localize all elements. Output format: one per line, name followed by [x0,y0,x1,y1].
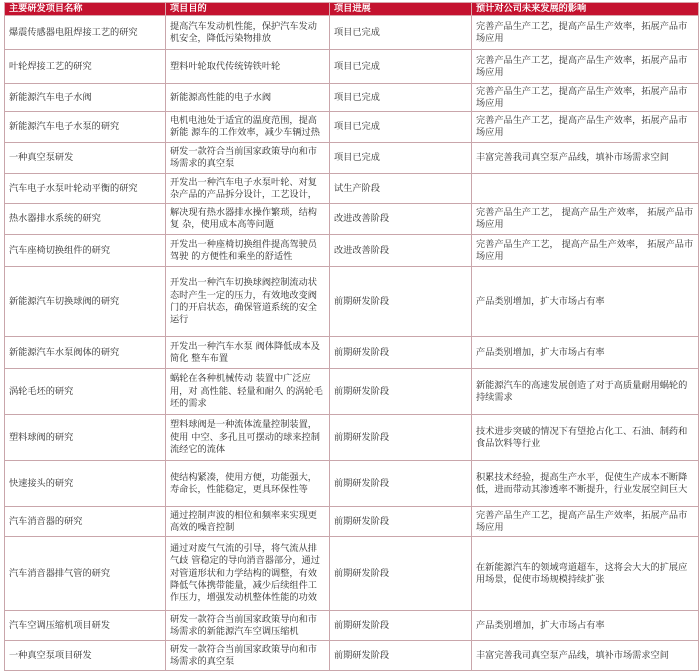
project-impact: 丰富完善我司真空泵产品线，填补市场需求空间 [472,143,699,174]
header-project-purpose: 项目目的 [166,3,330,16]
project-name: 新能源汽车电子水泵的研究 [5,112,166,143]
project-progress: 项目已完成 [330,16,472,50]
table-row [5,112,699,143]
project-impact: 产品类别增加，扩大市场占有率 [472,337,699,369]
project-purpose: 研发一款符合当前国家政策导向和市场需求的新能源汽车空调压缩机 [166,611,330,641]
project-impact: 完善产品生产工艺，提高产品生产效率，拓展产品市场应用 [472,16,699,50]
table-row [5,174,699,204]
table-row [5,50,699,84]
project-impact: 产品类别增加，扩大市场占有率 [472,611,699,641]
project-name: 汽车空调压缩机项目研发 [5,611,166,641]
project-progress: 前期研发阶段 [330,507,472,537]
table-row [5,537,699,611]
project-purpose: 研发一款符合当前国家政策导向和市场需求的真空泵 [166,641,330,671]
project-progress: 项目已完成 [330,50,472,84]
project-progress: 前期研发阶段 [330,641,472,671]
project-name: 一种真空泵研发 [5,143,166,174]
project-impact [472,174,699,204]
project-impact: 积累技术经验，提高生产水平，促使生产成本不断降低，进而带动其渗透率不断提升，行业发展空间巨大 [472,461,699,507]
table-header-row [5,3,699,16]
project-impact: 完善产品生产工艺，提高产品生产效率，拓展产品市场应用 [472,50,699,84]
project-name: 新能源汽车水泵阀体的研究 [5,337,166,369]
project-purpose: 蜗轮在各种机械传动 装置中广泛应用，对 高性能、轻量和耐久 的涡轮毛坯的需求 [166,369,330,415]
table-row [5,16,699,50]
project-progress: 前期研发阶段 [330,267,472,337]
header-future-impact: 预计对公司未来发展的影响 [472,3,699,16]
project-impact: 完善产品生产工艺，提高产品生产效率，拓展产品市场应用 [472,507,699,537]
table-row [5,84,699,112]
table-row [5,611,699,641]
project-purpose: 使结构紧凑，使用方便，功能强大，寿命长，性能稳定，更具环保性等 [166,461,330,507]
project-impact: 新能源汽车的高速发展创造了对于高质量耐用蜗轮的持续需求 [472,369,699,415]
project-purpose: 新能源高性能的电子水阀 [166,84,330,112]
project-progress: 前期研发阶段 [330,461,472,507]
project-impact: 产品类别增加，扩大市场占有率 [472,267,699,337]
project-progress: 前期研发阶段 [330,369,472,415]
project-impact: 丰富完善我司真空泵产品线，填补市场需求空间 [472,641,699,671]
project-name: 叶轮焊接工艺的研究 [5,50,166,84]
project-name: 热水器排水系统的研究 [5,204,166,235]
project-progress: 项目已完成 [330,143,472,174]
project-impact: 完善产品生产工艺，提高产品生产效率，拓展产品市场应用 [472,112,699,143]
project-progress: 前期研发阶段 [330,415,472,461]
table-row [5,235,699,267]
project-name: 汽车座椅切换组件的研究 [5,235,166,267]
header-project-progress: 项目进展 [330,3,472,16]
project-purpose: 塑料叶轮取代传统铸铁叶轮 [166,50,330,84]
project-purpose: 研发一款符合当前国家政策导向和市场需求的真空泵 [166,143,330,174]
project-purpose: 提高汽车发动机性能，保护汽车发动机安全，降低污染物排放 [166,16,330,50]
project-name: 快速接头的研究 [5,461,166,507]
project-name: 塑料球阀的研究 [5,415,166,461]
table-row [5,461,699,507]
table-row [5,204,699,235]
table-row [5,337,699,369]
project-progress: 前期研发阶段 [330,537,472,611]
table-row [5,641,699,671]
project-impact: 完善产品生产工艺， 提高产品生产效率， 拓展产品市场应用 [472,204,699,235]
project-name: 一种真空泵项目研发 [5,641,166,671]
project-name: 汽车消音器排气管的研究 [5,537,166,611]
project-purpose: 塑料球阀是一种流体流量控制装置，使用 中空、多孔且可摆动的球来控制流经它的流体 [166,415,330,461]
project-name: 汽车消音器的研究 [5,507,166,537]
project-impact: 在新能源汽车的领域弯道超车，这将会大大的扩展应用场景，促使市场规模持续扩张 [472,537,699,611]
table-row [5,143,699,174]
project-purpose: 开发出一种汽车切换球阀控制流动状态时产生一定的压力，有效地改变阀门的开启状态，确保管道系统的安全运行 [166,267,330,337]
project-purpose: 解决现有热水器排水操作繁琐，结构复 杂，使用成本高等问题 [166,204,330,235]
project-purpose: 通过控制声波的相位和频率来实现更高效的噪音控制 [166,507,330,537]
project-progress: 改进改善阶段 [330,204,472,235]
project-impact: 技术进步突破的情况下有望抢占化工、石油、制药和食品饮料等行业 [472,415,699,461]
table-row [5,415,699,461]
header-project-name: 主要研发项目名称 [5,3,166,16]
project-progress: 前期研发阶段 [330,337,472,369]
project-impact: 完善产品生产工艺， 提高产品生产效率， 拓展产品市场应用 [472,235,699,267]
project-progress: 项目已完成 [330,112,472,143]
project-purpose: 电机电池处于适宜的温度范围，提高新能 源车的工作效率，减少车辆过热 [166,112,330,143]
project-name: 汽车电子水泵叶轮动平衡的研究 [5,174,166,204]
project-progress: 前期研发阶段 [330,611,472,641]
project-progress: 试生产阶段 [330,174,472,204]
project-name: 新能源汽车切换球阀的研究 [5,267,166,337]
project-purpose: 开发出一种汽车电子水泵叶轮、对复杂产品的产品拆分设计，工艺设计， [166,174,330,204]
project-progress: 改进改善阶段 [330,235,472,267]
project-progress: 项目已完成 [330,84,472,112]
project-purpose: 开发出一种座椅切换组件提高驾驶员驾驶 的方便性和乘坐的舒适性 [166,235,330,267]
project-impact: 完善产品生产工艺，提高产品生产效率，拓展产品市场应用 [472,84,699,112]
project-purpose: 开发出一种汽车水泵 阀体降低成本及简化 整车布置 [166,337,330,369]
project-purpose: 通过对废气气流的引导，将气流从排气歧 管稳定的导向消音器部分，通过对管道形状和力学结构的调整，有效降低气体携带能量，减少后续组件工作压力，增强发动机整体性能的功效 [166,537,330,611]
rd-projects-table [4,2,699,671]
table-row [5,507,699,537]
table-row [5,369,699,415]
table-row [5,267,699,337]
project-name: 新能源汽车电子水阀 [5,84,166,112]
project-name: 涡轮毛坯的研究 [5,369,166,415]
project-name: 爆震传感器电阻焊接工艺的研究 [5,16,166,50]
